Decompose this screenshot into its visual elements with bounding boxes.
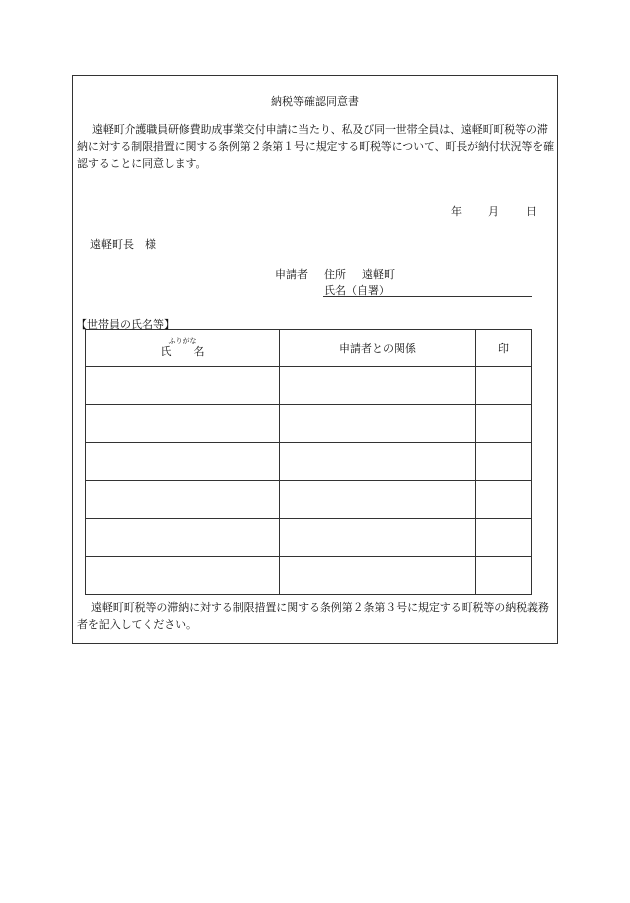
member-relationship-cell[interactable] [280,481,476,519]
signature-line[interactable] [323,296,532,297]
form-frame [72,75,558,644]
table-row [86,481,532,519]
member-name-cell[interactable] [86,367,280,405]
member-name-cell[interactable] [86,443,280,481]
address-value[interactable]: 遠軽町 [362,268,395,281]
member-seal-cell[interactable] [476,519,532,557]
member-relationship-cell[interactable] [280,557,476,595]
table-row [86,405,532,443]
date-month-label: 月 [488,205,499,218]
member-seal-cell[interactable] [476,405,532,443]
member-seal-cell[interactable] [476,443,532,481]
member-name-cell[interactable] [86,519,280,557]
member-relationship-cell[interactable] [280,519,476,557]
member-relationship-cell[interactable] [280,443,476,481]
member-relationship-cell[interactable] [280,367,476,405]
date-year-label: 年 [451,205,462,218]
addressee: 遠軽町長 様 [90,238,156,251]
member-seal-cell[interactable] [476,557,532,595]
name-signature-label: 氏名（自署） [324,284,390,297]
member-relationship-cell[interactable] [280,405,476,443]
name-header-label: 氏 名 [160,345,205,358]
form-title: 納税等確認同意書 [271,95,359,108]
member-name-cell[interactable] [86,405,280,443]
member-name-cell[interactable] [86,557,280,595]
table-row [86,367,532,405]
table-row [86,519,532,557]
table-row [86,443,532,481]
seal-column-header: 印 [476,330,532,367]
taxpayer-note: 遠軽町町税等の滞納に対する制限措置に関する条例第２条第３号に規定する町税等の納税義務者を記入してください。 [77,601,549,631]
name-column-header [86,330,280,367]
consent-text: 遠軽町介護職員研修費助成事業交付申請に当たり、私及び同一世帯全員は、遠軽町町税等の滞納に対する制限措置に関する条例第２条第１号に規定する町税等について、町長が納付状況等を確認することに同意します。 [77,123,554,170]
household-members-table [85,329,532,595]
member-seal-cell[interactable] [476,367,532,405]
member-name-cell[interactable] [86,481,280,519]
relationship-column-header: 申請者との関係 [280,330,476,367]
address-label: 住所 [324,268,346,281]
table-row [86,557,532,595]
applicant-label: 申請者 [275,268,308,281]
member-seal-cell[interactable] [476,481,532,519]
date-day-label: 日 [526,205,537,218]
furigana-label: ふりがな [168,337,197,345]
table-header-row [86,330,532,367]
members-section-label: 【世帯員の氏名等】 [76,318,175,331]
